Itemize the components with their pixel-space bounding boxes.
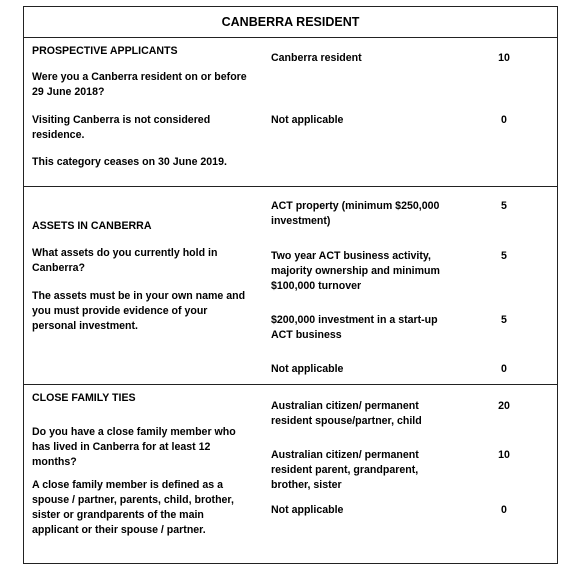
option-points: 5: [501, 200, 507, 212]
option-label: Two year ACT business activity, majority ownership and minimum $100,000 turnover: [271, 250, 440, 292]
option-points: 0: [501, 363, 507, 375]
option-points: 20: [498, 400, 510, 412]
option-points: 0: [501, 114, 507, 126]
divider: [24, 384, 557, 385]
section-text: What assets do you currently hold in Canberra?: [32, 247, 218, 274]
option-label: Canberra resident: [271, 52, 362, 64]
option-label: ACT property (minimum $250,000 investment): [271, 200, 440, 227]
option-label: Not applicable: [271, 114, 344, 126]
option-points: 5: [501, 250, 507, 262]
option-label: Australian citizen/ permanent resident parent, grandparent, brother, sister: [271, 449, 419, 491]
section-text: Do you have a close family member who has lived in Canberra for at least 12 months?: [32, 426, 236, 468]
section-heading-assets-in-canberra: ASSETS IN CANBERRA: [32, 220, 152, 232]
option-points: 10: [498, 52, 510, 64]
table-title: CANBERRA RESIDENT: [221, 15, 360, 29]
option-points: 5: [501, 314, 507, 326]
section-text: This category ceases on 30 June 2019.: [32, 156, 227, 168]
option-points: 0: [501, 504, 507, 516]
section-heading-close-family-ties: CLOSE FAMILY TIES: [32, 392, 136, 404]
option-label: Not applicable: [271, 504, 344, 516]
option-points: 10: [498, 449, 510, 461]
section-text: Visiting Canberra is not considered residence.: [32, 114, 211, 141]
option-label: $200,000 investment in a start-up ACT business: [271, 314, 438, 341]
option-label: Australian citizen/ permanent resident spouse/partner, child: [271, 400, 422, 427]
section-text: Were you a Canberra resident on or before 29 June 2018?: [32, 71, 247, 98]
section-text: The assets must be in your own name and you must provide evidence of your personal investment.: [32, 290, 246, 332]
section-text: A close family member is defined as a spouse / partner, parents, child, brother, sister or grandparents of the main applicant or their spouse / partner.: [32, 479, 234, 536]
section-heading-prospective-applicants: PROSPECTIVE APPLICANTS: [32, 45, 178, 57]
canberra-resident-table: [23, 6, 558, 564]
divider: [24, 186, 557, 187]
divider: [24, 37, 557, 38]
option-label: Not applicable: [271, 363, 344, 375]
